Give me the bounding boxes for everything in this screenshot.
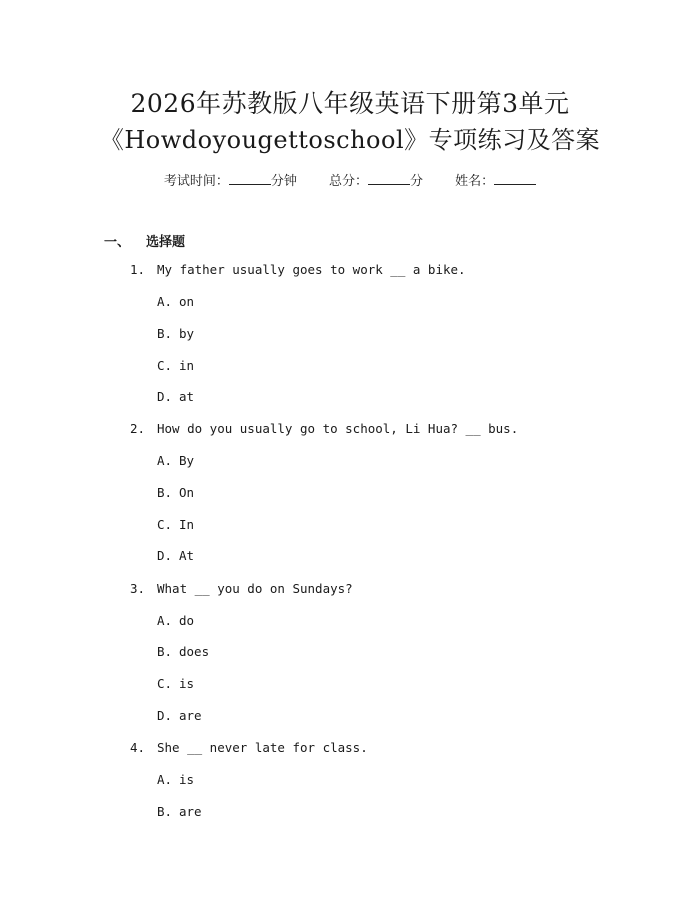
option-letter: D. bbox=[157, 708, 173, 723]
option-letter: B. bbox=[157, 644, 173, 659]
option-text: is bbox=[179, 676, 195, 691]
option-item bbox=[157, 358, 194, 373]
option-text: does bbox=[179, 644, 210, 659]
option-text: on bbox=[179, 294, 195, 309]
option-text: at bbox=[179, 389, 195, 404]
option-letter: D. bbox=[157, 389, 173, 404]
option-item bbox=[157, 294, 194, 309]
option-letter: C. bbox=[157, 358, 173, 373]
question-text: What __ you do on Sundays? bbox=[157, 581, 353, 596]
option-text: By bbox=[179, 453, 195, 468]
option-letter: A. bbox=[157, 453, 173, 468]
option-item bbox=[157, 389, 194, 404]
option-text: are bbox=[179, 804, 202, 819]
option-letter: A. bbox=[157, 294, 173, 309]
option-item bbox=[157, 613, 194, 628]
option-item bbox=[157, 676, 194, 691]
total-score-blank bbox=[368, 172, 410, 185]
option-text: At bbox=[179, 548, 195, 563]
question-number: 3. bbox=[130, 581, 146, 596]
question-4 bbox=[130, 740, 368, 755]
question-3 bbox=[130, 581, 353, 596]
option-text: On bbox=[179, 485, 195, 500]
exam-time-unit: 分钟 bbox=[270, 174, 297, 189]
question-2 bbox=[130, 421, 518, 436]
option-letter: B. bbox=[157, 804, 173, 819]
option-letter: B. bbox=[157, 326, 173, 341]
option-text: are bbox=[179, 708, 202, 723]
student-name bbox=[455, 174, 536, 189]
option-letter: D. bbox=[157, 548, 173, 563]
question-text: My father usually goes to work __ a bike. bbox=[157, 262, 466, 277]
option-item bbox=[157, 644, 209, 659]
exam-info bbox=[0, 170, 700, 189]
option-item bbox=[157, 485, 194, 500]
question-1 bbox=[130, 262, 466, 277]
question-number: 2. bbox=[130, 421, 146, 436]
section-heading bbox=[104, 231, 185, 250]
question-text: She __ never late for class. bbox=[157, 740, 368, 755]
option-letter: C. bbox=[157, 517, 173, 532]
option-letter: A. bbox=[157, 613, 173, 628]
section-number: 一、 bbox=[104, 235, 131, 250]
option-text: by bbox=[179, 326, 195, 341]
question-number: 1. bbox=[130, 262, 146, 277]
option-text: is bbox=[179, 772, 195, 787]
total-score bbox=[329, 174, 427, 189]
option-text: do bbox=[179, 613, 195, 628]
option-item bbox=[157, 804, 202, 819]
question-text: How do you usually go to school, Li Hua? __ bus. bbox=[157, 421, 519, 436]
question-number: 4. bbox=[130, 740, 146, 755]
option-item bbox=[157, 517, 194, 532]
option-text: in bbox=[179, 358, 195, 373]
doc-title-line1: 2026年苏教版八年级英语下册第3单元 bbox=[130, 89, 570, 118]
exam-time-label: 考试时间： bbox=[163, 174, 229, 189]
option-letter: A. bbox=[157, 772, 173, 787]
option-letter: B. bbox=[157, 485, 173, 500]
option-item bbox=[157, 708, 202, 723]
total-score-label: 总分： bbox=[328, 174, 368, 189]
option-letter: C. bbox=[157, 676, 173, 691]
option-text: In bbox=[179, 517, 195, 532]
option-item bbox=[157, 453, 194, 468]
option-item bbox=[157, 548, 194, 563]
exam-time-blank bbox=[229, 172, 271, 185]
total-score-unit: 分 bbox=[410, 174, 424, 189]
option-item bbox=[157, 326, 194, 341]
doc-title-line2: 《Howdoyougettoschool》专项练习及答案 bbox=[99, 126, 601, 154]
section-title: 选择题 bbox=[146, 235, 186, 250]
option-item bbox=[157, 772, 194, 787]
student-name-label: 姓名： bbox=[455, 174, 495, 189]
student-name-blank bbox=[494, 172, 536, 185]
exam-time bbox=[164, 174, 301, 189]
